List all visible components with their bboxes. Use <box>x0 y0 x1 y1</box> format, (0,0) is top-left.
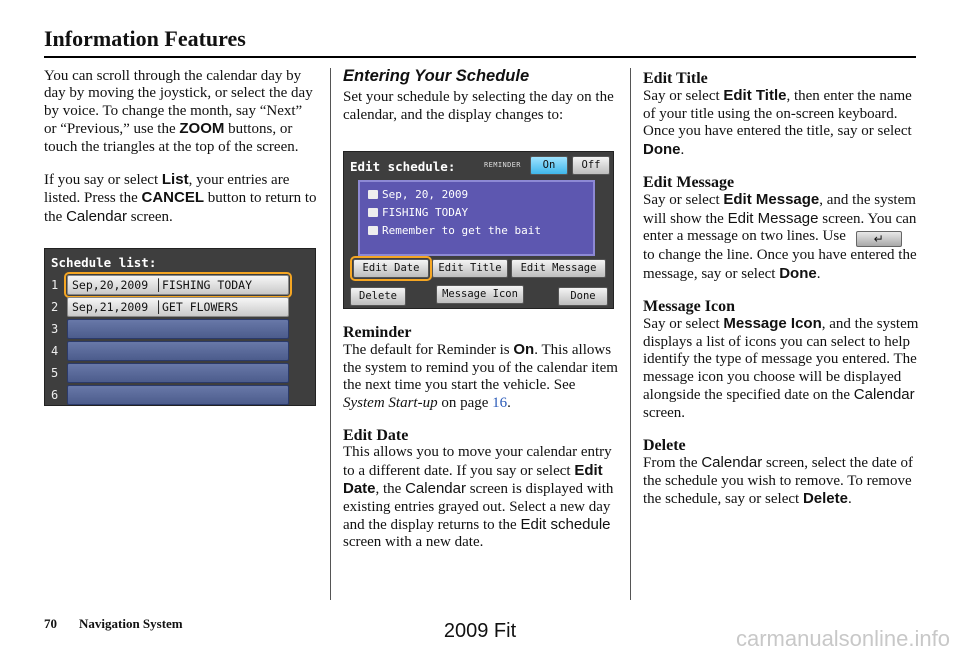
entry-date: Sep, 20, 2009 <box>368 188 468 201</box>
row-number: 1 <box>51 278 59 292</box>
edit-title-term: Edit Title <box>723 87 787 105</box>
row-number: 4 <box>51 344 59 358</box>
column-middle-lower <box>343 320 619 567</box>
schedule-row-4[interactable] <box>67 341 289 361</box>
schedule-row-5[interactable] <box>67 363 289 383</box>
calendar-term: Calendar <box>405 480 466 498</box>
paragraph-scroll: You can scroll through the calendar day by day by moving the joystick, or select the day by voice. To change the month, say “Next” or “Previous,” use the ZOOM buttons, or touch the triangles at the top of the screen. <box>44 68 313 155</box>
system-startup-term: System Start-up <box>343 394 438 411</box>
list-term: List <box>161 171 189 189</box>
model-label: 2009 Fit <box>443 620 517 642</box>
entry-title: FISHING TODAY <box>368 206 468 219</box>
enter-return-icon: ↵ <box>856 231 902 247</box>
paragraph-message-icon: Say or select Message Icon, and the system displays a list of icons you can select to help identify the type of message you entered. The message icon you choose will be displayed alongside the specified date on the Calendar screen. <box>643 315 919 421</box>
calendar-term: Calendar <box>701 454 763 472</box>
column-middle <box>343 68 619 139</box>
reminder-on-button[interactable]: On <box>530 156 568 175</box>
message-icon-button[interactable]: Message Icon <box>436 285 524 304</box>
section-heading: Entering Your Schedule <box>343 67 530 85</box>
calendar-term: Calendar <box>66 207 127 225</box>
title-rule <box>44 56 916 58</box>
zoom-term: ZOOM <box>179 120 225 138</box>
paragraph-delete: From the Calendar screen, select the date of the schedule you wish to remove. To remove the schedule, say or select Delete. <box>643 454 913 508</box>
row-number: 6 <box>51 388 59 402</box>
watermark: carmanualsonline.info <box>735 626 950 651</box>
column-right <box>643 68 919 524</box>
row-number: 2 <box>51 300 59 314</box>
schedule-list-title: Schedule list: <box>51 255 157 270</box>
column-left <box>44 68 318 241</box>
entry-message: Remember to get the bait <box>368 224 541 237</box>
edit-schedule-term: Edit schedule <box>520 516 611 534</box>
paragraph-edit-message: Say or select Edit Message, and the system will show the Edit Message screen. You can enter a message on two lines. Use ↵ to change the line. Once you have entered the message, say or select Done. <box>643 191 917 282</box>
edit-schedule-screen <box>343 151 614 309</box>
page-title: Information Features <box>44 26 246 51</box>
reminder-heading: Reminder <box>343 324 412 341</box>
delete-term: Delete <box>802 490 848 508</box>
edit-message-screen-term: Edit Message <box>727 209 819 227</box>
footer-label: Navigation System <box>79 616 183 631</box>
message-icon-term: Message Icon <box>723 315 822 333</box>
message-icon <box>368 226 378 235</box>
edit-date-button[interactable]: Edit Date <box>353 259 429 278</box>
column-divider <box>330 68 331 600</box>
edit-message-heading: Edit Message <box>643 174 735 192</box>
schedule-list-screen <box>44 248 316 406</box>
page-number: 70 <box>44 616 57 631</box>
edit-message-term: Edit Message <box>723 191 820 209</box>
delete-button[interactable]: Delete <box>350 287 406 306</box>
page-link[interactable]: 16 <box>492 394 508 411</box>
on-term: On <box>513 341 535 359</box>
done-term: Done <box>643 140 681 158</box>
edit-schedule-title: Edit schedule: <box>350 159 456 174</box>
paragraph-edit-title: Say or select Edit Title, then enter the name of your title using the on-screen keyboard. Once you have entered the title, say or select Done. <box>643 87 912 158</box>
fish-icon <box>368 208 378 217</box>
paragraph-intro: Set your schedule by selecting the day on the calendar, and the display changes to: <box>343 89 614 123</box>
row-number: 3 <box>51 322 59 336</box>
edit-date-term: Edit Date <box>343 461 603 498</box>
cancel-term: CANCEL <box>141 189 204 207</box>
schedule-row-2[interactable]: Sep,21,2009 │GET FLOWERS <box>67 297 289 317</box>
message-icon-heading: Message Icon <box>643 298 735 316</box>
schedule-row-3[interactable] <box>67 319 289 339</box>
schedule-detail-panel <box>358 180 595 256</box>
calendar-term: Calendar <box>853 386 915 404</box>
paragraph-reminder: The default for Reminder is On. This allows the system to remind you of the calendar item the next time you start the vehicle. See System Start-up on page 16. <box>343 341 618 411</box>
reminder-off-button[interactable]: Off <box>572 156 610 175</box>
edit-message-button[interactable]: Edit Message <box>511 259 606 278</box>
done-term: Done <box>779 264 817 282</box>
delete-heading: Delete <box>643 436 686 454</box>
paragraph-edit-date: This allows you to move your calendar entry to a different date. If you say or select Edit Date, the Calendar screen is displayed with existing entries grayed out. Select a new day and the display returns to the Edit schedule screen with a new date. <box>343 444 614 551</box>
paragraph-list: If you say or select List, your entries are listed. Press the CANCEL button to return to the Calendar screen. <box>44 171 317 225</box>
row-number: 5 <box>51 366 59 380</box>
done-button[interactable]: Done <box>558 287 608 306</box>
edit-date-heading: Edit Date <box>343 427 409 445</box>
schedule-row-1[interactable]: Sep,20,2009 │FISHING TODAY <box>67 275 289 295</box>
reminder-label: REMINDER <box>484 161 521 169</box>
edit-title-heading: Edit Title <box>643 70 708 87</box>
schedule-row-6[interactable] <box>67 385 289 405</box>
edit-title-button[interactable]: Edit Title <box>432 259 508 278</box>
column-divider <box>630 68 631 600</box>
calendar-icon <box>368 190 378 199</box>
